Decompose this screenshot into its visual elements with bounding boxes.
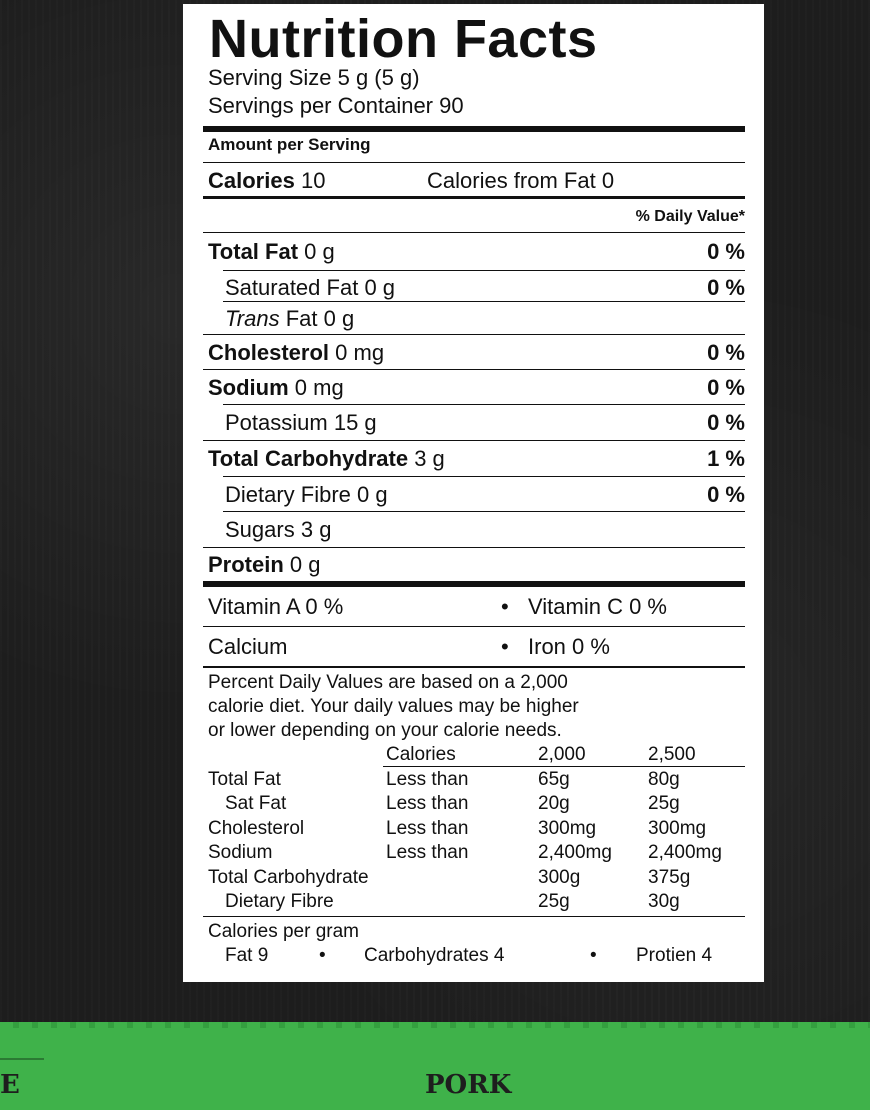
divider (203, 916, 745, 917)
table-cell: Dietary Fibre (225, 891, 334, 912)
cpg-carbohydrates: Carbohydrates 4 (364, 945, 505, 966)
nutrient-name-italic: Trans (225, 306, 280, 331)
table-cell: 30g (648, 891, 680, 912)
amount-per-serving: Amount per Serving (208, 135, 371, 154)
nutrient-name: Fat (285, 306, 318, 331)
nutrient-amount: 0 g (357, 482, 388, 507)
nutrient-dietary-fibre (225, 482, 388, 508)
servings-per-container: Servings per Container 90 (208, 93, 464, 118)
nutrient-name: Cholesterol (208, 340, 330, 365)
table-cell: 300mg (648, 818, 707, 839)
divider (223, 404, 745, 405)
table-cell: 20g (538, 793, 570, 814)
divider (203, 547, 745, 548)
bullet: • (501, 594, 509, 619)
nutrient-potassium (225, 410, 377, 436)
table-header-calories: Calories (386, 744, 456, 765)
nutrient-name: Saturated Fat (225, 275, 359, 300)
table-cell: Less than (386, 769, 469, 790)
cpg-protein: Protien 4 (636, 945, 713, 966)
nutrition-facts-label (183, 4, 764, 982)
bottom-bar-center-text: PORK (425, 1070, 512, 1100)
nutrient-amount: 3 g (300, 517, 332, 542)
nutrient-dv: 0 % (707, 410, 745, 435)
nutrient-amount: 15 g (333, 410, 377, 435)
daily-value-header: % Daily Value* (635, 208, 745, 225)
divider (203, 232, 745, 233)
nutrient-dv: 0 % (707, 482, 745, 507)
nutrient-name: Dietary Fibre (225, 482, 351, 507)
nutrient-name: Total Fat (208, 239, 299, 264)
nutrient-amount: 0 g (289, 552, 321, 577)
serving-size: Serving Size 5 g (5 g) (208, 65, 420, 90)
table-cell: 375g (648, 867, 691, 888)
nutrient-name: Potassium (225, 410, 328, 435)
nutrient-amount: 0 g (323, 306, 355, 331)
divider (203, 666, 745, 668)
nutrient-amount: 0 g (304, 239, 335, 264)
nutrient-protein (208, 552, 321, 578)
thick-divider (203, 126, 745, 132)
table-header-2500: 2,500 (648, 744, 696, 765)
calories-value: 10 (300, 168, 326, 193)
divider (203, 369, 745, 370)
nutrient-dv: 1 % (707, 446, 745, 471)
divider (383, 766, 745, 767)
nutrient-name: Protein (208, 552, 284, 577)
label-title: Nutrition Facts (209, 9, 598, 69)
medium-divider (203, 196, 745, 199)
table-cell: 25g (538, 891, 570, 912)
nutrient-amount: 3 g (414, 446, 445, 471)
divider (223, 511, 745, 512)
table-cell: Cholesterol (208, 818, 305, 839)
table-cell: Less than (386, 793, 469, 814)
divider (203, 162, 745, 163)
nutrient-amount: 0 g (364, 275, 396, 300)
nutrient-dv: 0 % (707, 340, 745, 365)
nutrient-name: Sugars (225, 517, 295, 542)
table-cell: 300mg (538, 818, 597, 839)
table-cell: 65g (538, 769, 570, 790)
thick-divider (203, 581, 745, 587)
divider (203, 334, 745, 335)
nutrient-sodium (208, 375, 344, 401)
table-cell: Total Carbohydrate (208, 867, 369, 888)
calcium: Calcium (208, 634, 288, 659)
table-cell: 2,400mg (538, 842, 612, 863)
divider (203, 626, 745, 627)
bar-accent-line (0, 1058, 44, 1060)
table-cell: 25g (648, 793, 680, 814)
bullet: • (501, 634, 509, 659)
cpg-fat: Fat 9 (225, 945, 269, 966)
calories-row (208, 168, 325, 194)
divider (223, 301, 745, 302)
table-cell: Sat Fat (225, 793, 287, 814)
nutrient-sugars (225, 517, 331, 543)
footnote-line: Percent Daily Values are based on a 2,000 (208, 672, 568, 693)
table-cell: 2,400mg (648, 842, 722, 863)
nutrient-cholesterol (208, 340, 384, 366)
calories-label: Calories (208, 168, 295, 193)
divider (223, 270, 745, 271)
footnote-line: or lower depending on your calorie needs. (208, 720, 562, 741)
nutrient-amount: 0 mg (335, 340, 385, 365)
table-cell: Less than (386, 842, 469, 863)
nutrient-name: Total Carbohydrate (208, 446, 409, 471)
bullet: • (319, 945, 326, 966)
calories-from-fat: Calories from Fat 0 (427, 168, 615, 193)
bullet: • (590, 945, 597, 966)
vitamin-c: Vitamin C 0 % (528, 594, 667, 619)
nutrient-total-fat (208, 239, 335, 265)
calories-per-gram: Calories per gram (208, 921, 359, 942)
nutrient-saturated-fat (225, 275, 395, 301)
footnote-line: calorie diet. Your daily values may be higher (208, 696, 579, 717)
nutrient-dv: 0 % (707, 239, 745, 264)
vitamin-a: Vitamin A 0 % (208, 594, 344, 619)
nutrient-dv: 0 % (707, 275, 745, 300)
nutrient-dv: 0 % (707, 375, 745, 400)
table-cell: Sodium (208, 842, 273, 863)
table-cell: Total Fat (208, 769, 281, 790)
table-cell: 80g (648, 769, 680, 790)
nutrient-name: Sodium (208, 375, 289, 400)
table-cell: 300g (538, 867, 581, 888)
table-header-2000: 2,000 (538, 744, 586, 765)
divider (203, 440, 745, 441)
nutrient-trans-fat (225, 306, 354, 332)
iron: Iron 0 % (528, 634, 610, 659)
divider (223, 476, 745, 477)
bottom-bar-left-text: E (0, 1070, 20, 1100)
nutrient-total-carbohydrate (208, 446, 445, 472)
nutrient-amount: 0 mg (294, 375, 344, 400)
table-cell: Less than (386, 818, 469, 839)
